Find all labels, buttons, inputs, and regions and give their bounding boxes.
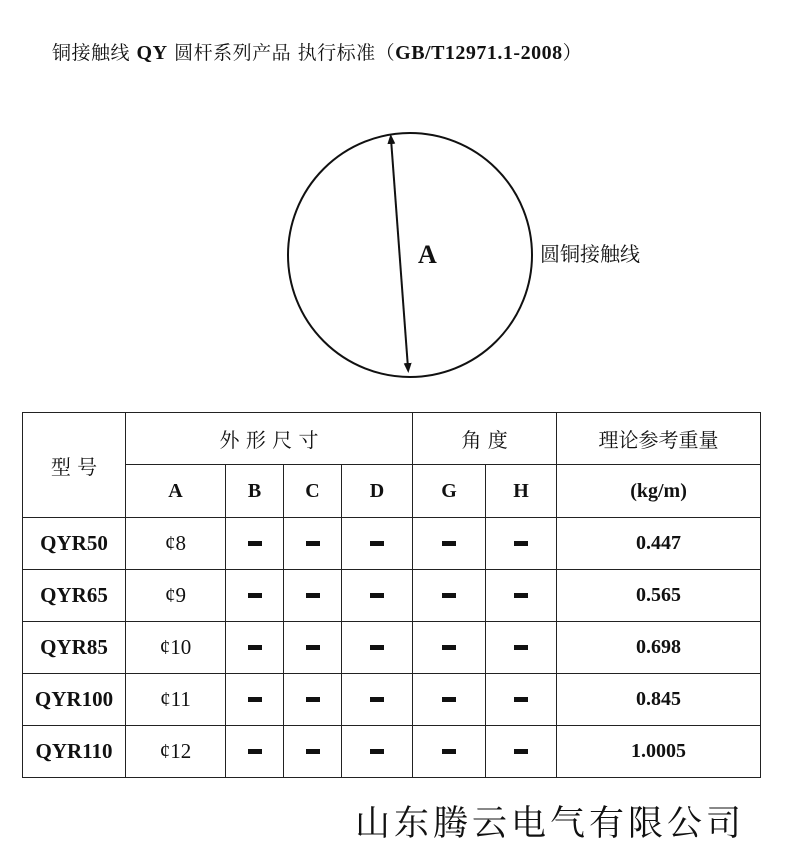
dash-mark bbox=[306, 593, 320, 598]
dim-a-cell: ¢10 bbox=[126, 622, 226, 674]
header-col-a: A bbox=[126, 465, 226, 518]
empty-cell bbox=[342, 726, 413, 778]
dash-mark bbox=[514, 697, 528, 702]
dash-mark bbox=[248, 593, 262, 598]
empty-cell bbox=[486, 518, 557, 570]
dash-mark bbox=[442, 645, 456, 650]
empty-cell bbox=[226, 518, 284, 570]
empty-cell bbox=[413, 622, 486, 674]
header-dimensions: 外 形 尺 寸 bbox=[126, 413, 413, 465]
model-cell: QYR100 bbox=[23, 674, 126, 726]
header-row-1 bbox=[23, 413, 761, 465]
empty-cell bbox=[413, 570, 486, 622]
diagram-caption: 圆铜接触线 bbox=[540, 242, 640, 266]
company-name: 山东腾云电气有限公司 bbox=[355, 804, 746, 844]
dash-mark bbox=[248, 749, 262, 754]
weight-cell: 0.565 bbox=[557, 570, 761, 622]
dimension-label: A bbox=[418, 240, 437, 269]
document-title bbox=[52, 38, 582, 65]
dash-mark bbox=[442, 593, 456, 598]
dim-a-cell: ¢12 bbox=[126, 726, 226, 778]
model-cell: QYR85 bbox=[23, 622, 126, 674]
header-weight-unit: (kg/m) bbox=[557, 465, 761, 518]
weight-cell: 0.447 bbox=[557, 518, 761, 570]
dash-mark bbox=[306, 749, 320, 754]
header-col-d: D bbox=[342, 465, 413, 518]
dash-mark bbox=[514, 749, 528, 754]
dash-mark bbox=[442, 541, 456, 546]
spec-table bbox=[22, 412, 761, 778]
empty-cell bbox=[413, 518, 486, 570]
header-weight: 理论参考重量 bbox=[557, 413, 761, 465]
empty-cell bbox=[342, 622, 413, 674]
empty-cell bbox=[342, 518, 413, 570]
table-row bbox=[23, 518, 761, 570]
model-cell: QYR65 bbox=[23, 570, 126, 622]
round-wire-diagram bbox=[280, 130, 540, 380]
dash-mark bbox=[248, 697, 262, 702]
title-middle: 圆杆系列产品 执行标准（ bbox=[167, 42, 396, 64]
dim-a-cell: ¢8 bbox=[126, 518, 226, 570]
table-row bbox=[23, 726, 761, 778]
empty-cell bbox=[226, 726, 284, 778]
title-prefix: 铜接触线 bbox=[52, 42, 137, 64]
dash-mark bbox=[514, 645, 528, 650]
empty-cell bbox=[284, 570, 342, 622]
dash-mark bbox=[370, 541, 384, 546]
empty-cell bbox=[413, 726, 486, 778]
table-row bbox=[23, 570, 761, 622]
empty-cell bbox=[486, 622, 557, 674]
dash-mark bbox=[370, 593, 384, 598]
table-row bbox=[23, 622, 761, 674]
empty-cell bbox=[226, 674, 284, 726]
title-standard: GB/T12971.1-2008 bbox=[395, 42, 563, 64]
empty-cell bbox=[342, 674, 413, 726]
dash-mark bbox=[370, 697, 384, 702]
dash-mark bbox=[248, 541, 262, 546]
empty-cell bbox=[486, 726, 557, 778]
weight-cell: 1.0005 bbox=[557, 726, 761, 778]
header-model: 型 号 bbox=[23, 413, 126, 518]
header-col-c: C bbox=[284, 465, 342, 518]
dash-mark bbox=[248, 645, 262, 650]
empty-cell bbox=[342, 570, 413, 622]
dash-mark bbox=[442, 749, 456, 754]
header-angle: 角 度 bbox=[413, 413, 557, 465]
dash-mark bbox=[514, 541, 528, 546]
empty-cell bbox=[284, 518, 342, 570]
dim-a-cell: ¢11 bbox=[126, 674, 226, 726]
dash-mark bbox=[370, 645, 384, 650]
header-row-2 bbox=[23, 465, 761, 518]
model-cell: QYR110 bbox=[23, 726, 126, 778]
dash-mark bbox=[514, 593, 528, 598]
header-col-g: G bbox=[413, 465, 486, 518]
empty-cell bbox=[486, 570, 557, 622]
empty-cell bbox=[226, 570, 284, 622]
empty-cell bbox=[226, 622, 284, 674]
empty-cell bbox=[284, 726, 342, 778]
diameter-arrow bbox=[391, 139, 408, 368]
header-col-b: B bbox=[226, 465, 284, 518]
empty-cell bbox=[284, 622, 342, 674]
dash-mark bbox=[306, 541, 320, 546]
dim-a-cell: ¢9 bbox=[126, 570, 226, 622]
model-cell: QYR50 bbox=[23, 518, 126, 570]
empty-cell bbox=[413, 674, 486, 726]
weight-cell: 0.698 bbox=[557, 622, 761, 674]
dash-mark bbox=[442, 697, 456, 702]
table-row bbox=[23, 674, 761, 726]
cross-section-circle bbox=[288, 133, 532, 377]
dash-mark bbox=[306, 697, 320, 702]
title-suffix: ） bbox=[562, 42, 583, 64]
dash-mark bbox=[370, 749, 384, 754]
header-col-h: H bbox=[486, 465, 557, 518]
weight-cell: 0.845 bbox=[557, 674, 761, 726]
empty-cell bbox=[284, 674, 342, 726]
title-code: QY bbox=[136, 42, 168, 64]
empty-cell bbox=[486, 674, 557, 726]
dash-mark bbox=[306, 645, 320, 650]
